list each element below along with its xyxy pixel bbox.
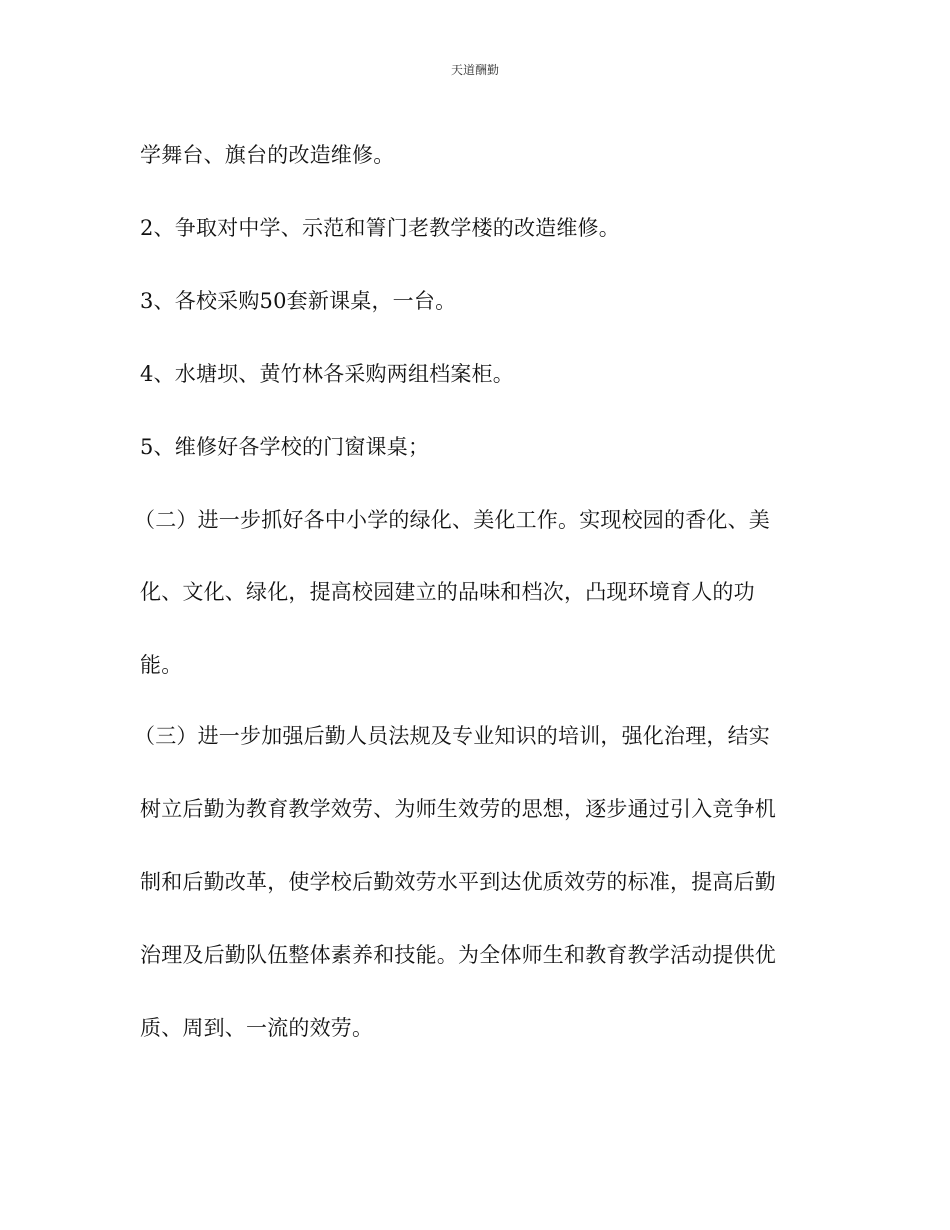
text-line: 3、各校采购50套新课桌，一台。 xyxy=(140,289,457,313)
text-line: 学舞台、旗台的改造维修。 xyxy=(140,143,395,167)
text-line: 化、文化、绿化，提高校园建立的品味和档次，凸现环境育人的功 xyxy=(140,580,755,604)
text-line: 制和后勤改革，使学校后勤效劳水平到达优质效劳的标准，提高后勤 xyxy=(140,870,776,894)
page-header-title: 天道酬勤 xyxy=(450,63,499,77)
text-line: 4、水塘坝、黄竹林各采购两组档案柜。 xyxy=(140,362,514,386)
text-line: 治理及后勤队伍整体素养和技能。为全体师生和教育教学活动提供优 xyxy=(140,943,776,967)
text-line: 2、争取对中学、示范和箐门老教学楼的改造维修。 xyxy=(140,216,620,240)
text-line: 5、维修好各学校的门窗课桌； xyxy=(140,435,430,459)
text-line: 能。 xyxy=(140,653,183,677)
text-line: 树立后勤为教育教学效劳、为师生效劳的思想，逐步通过引入竞争机 xyxy=(140,797,776,821)
text-line: （三）进一步加强后勤人员法规及专业知识的培训，强化治理，结实 xyxy=(134,724,770,748)
text-line: 质、周到、一流的效劳。 xyxy=(140,1016,374,1040)
text-line: （二）进一步抓好各中小学的绿化、美化工作。实现校园的香化、美 xyxy=(134,508,770,532)
